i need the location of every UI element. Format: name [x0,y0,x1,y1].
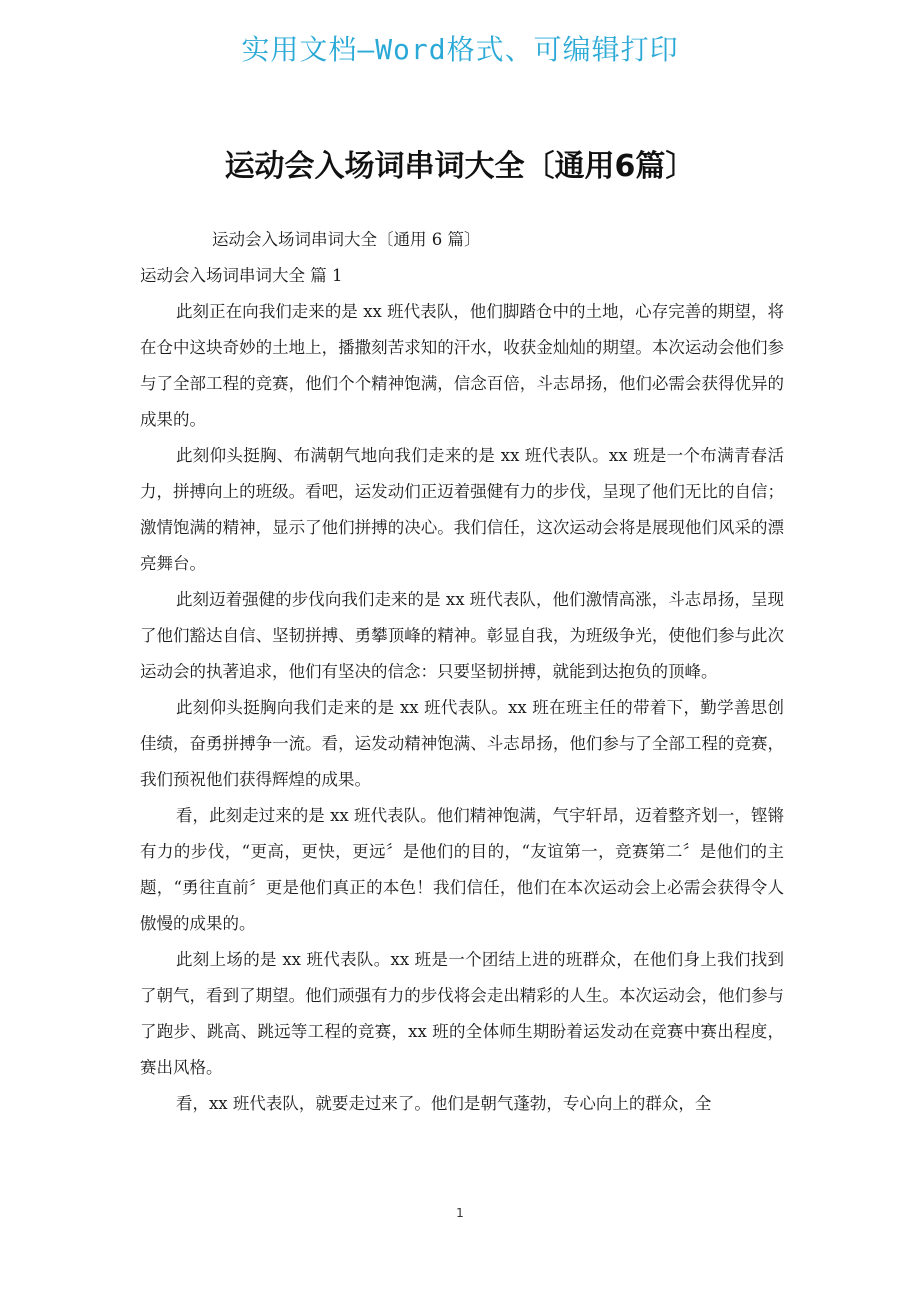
section-title: 运动会入场词串词大全 篇 1 [140,266,343,285]
paragraph: 看，xx 班代表队，就要走过来了。他们是朝气蓬勃，专心向上的群众，全 [176,1094,712,1113]
document-title: 运动会入场词串词大全〔通用6篇〕 [224,149,696,184]
paragraph: 此刻迈着强健的步伐向我们走来的是 xx 班代表队，他们激情高涨，斗志昂扬，呈现了他们豁达自信、坚韧拼搏、勇攀顶峰的精神。彰显自我，为班级争光，使他们参与此次运动会的执著追求，他们有坚决的信念：只要坚韧拼搏，就能到达抱负的顶峰。 [140,590,784,681]
page-number: 1 [456,1206,464,1220]
header-banner: 实用文档—Word格式、可编辑打印 [241,33,679,66]
paragraph: 看，此刻走过来的是 xx 班代表队。他们精神饱满，气宇轩昂，迈着整齐划一，铿锵有力的步伐，“更高，更快，更远〞是他们的目的，“友谊第一，竞赛第二〞是他们的主题，“勇往直前〞更是他们真正的本色！我们信任，他们在本次运动会上必需会获得令人傲慢的成果的。 [140,806,784,933]
paragraph: 此刻仰头挺胸向我们走来的是 xx 班代表队。xx 班在班主任的带着下，勤学善思创佳绩，奋勇拼搏争一流。看，运发动精神饱满、斗志昂扬，他们参与了全部工程的竞赛，我们预祝他们获得辉煌的成果。 [140,698,784,789]
document-subtitle: 运动会入场词串词大全〔通用 6 篇〕 [212,230,481,249]
paragraph: 此刻仰头挺胸、布满朝气地向我们走来的是 xx 班代表队。xx 班是一个布满青春活力，拼搏向上的班级。看吧，运发动们正迈着强健有力的步伐，呈现了他们无比的自信；激情饱满的精神，显示了他们拼搏的决心。我们信任，这次运动会将是展现他们风采的漂亮舞台。 [140,446,784,573]
document-body [140,222,784,1122]
paragraph: 此刻正在向我们走来的是 xx 班代表队，他们脚踏仓中的土地，心存完善的期望，将在仓中这块奇妙的土地上，播撒刻苦求知的汗水，收获金灿灿的期望。本次运动会他们参与了全部工程的竞赛，他们个个精神饱满，信念百倍，斗志昂扬，他们必需会获得优异的成果的。 [140,302,784,429]
paragraph: 此刻上场的是 xx 班代表队。xx 班是一个团结上进的班群众，在他们身上我们找到了朝气，看到了期望。他们顽强有力的步伐将会走出精彩的人生。本次运动会，他们参与了跑步、跳高、跳远等工程的竞赛，xx 班的全体师生期盼着运发动在竞赛中赛出程度，赛出风格。 [140,950,784,1077]
